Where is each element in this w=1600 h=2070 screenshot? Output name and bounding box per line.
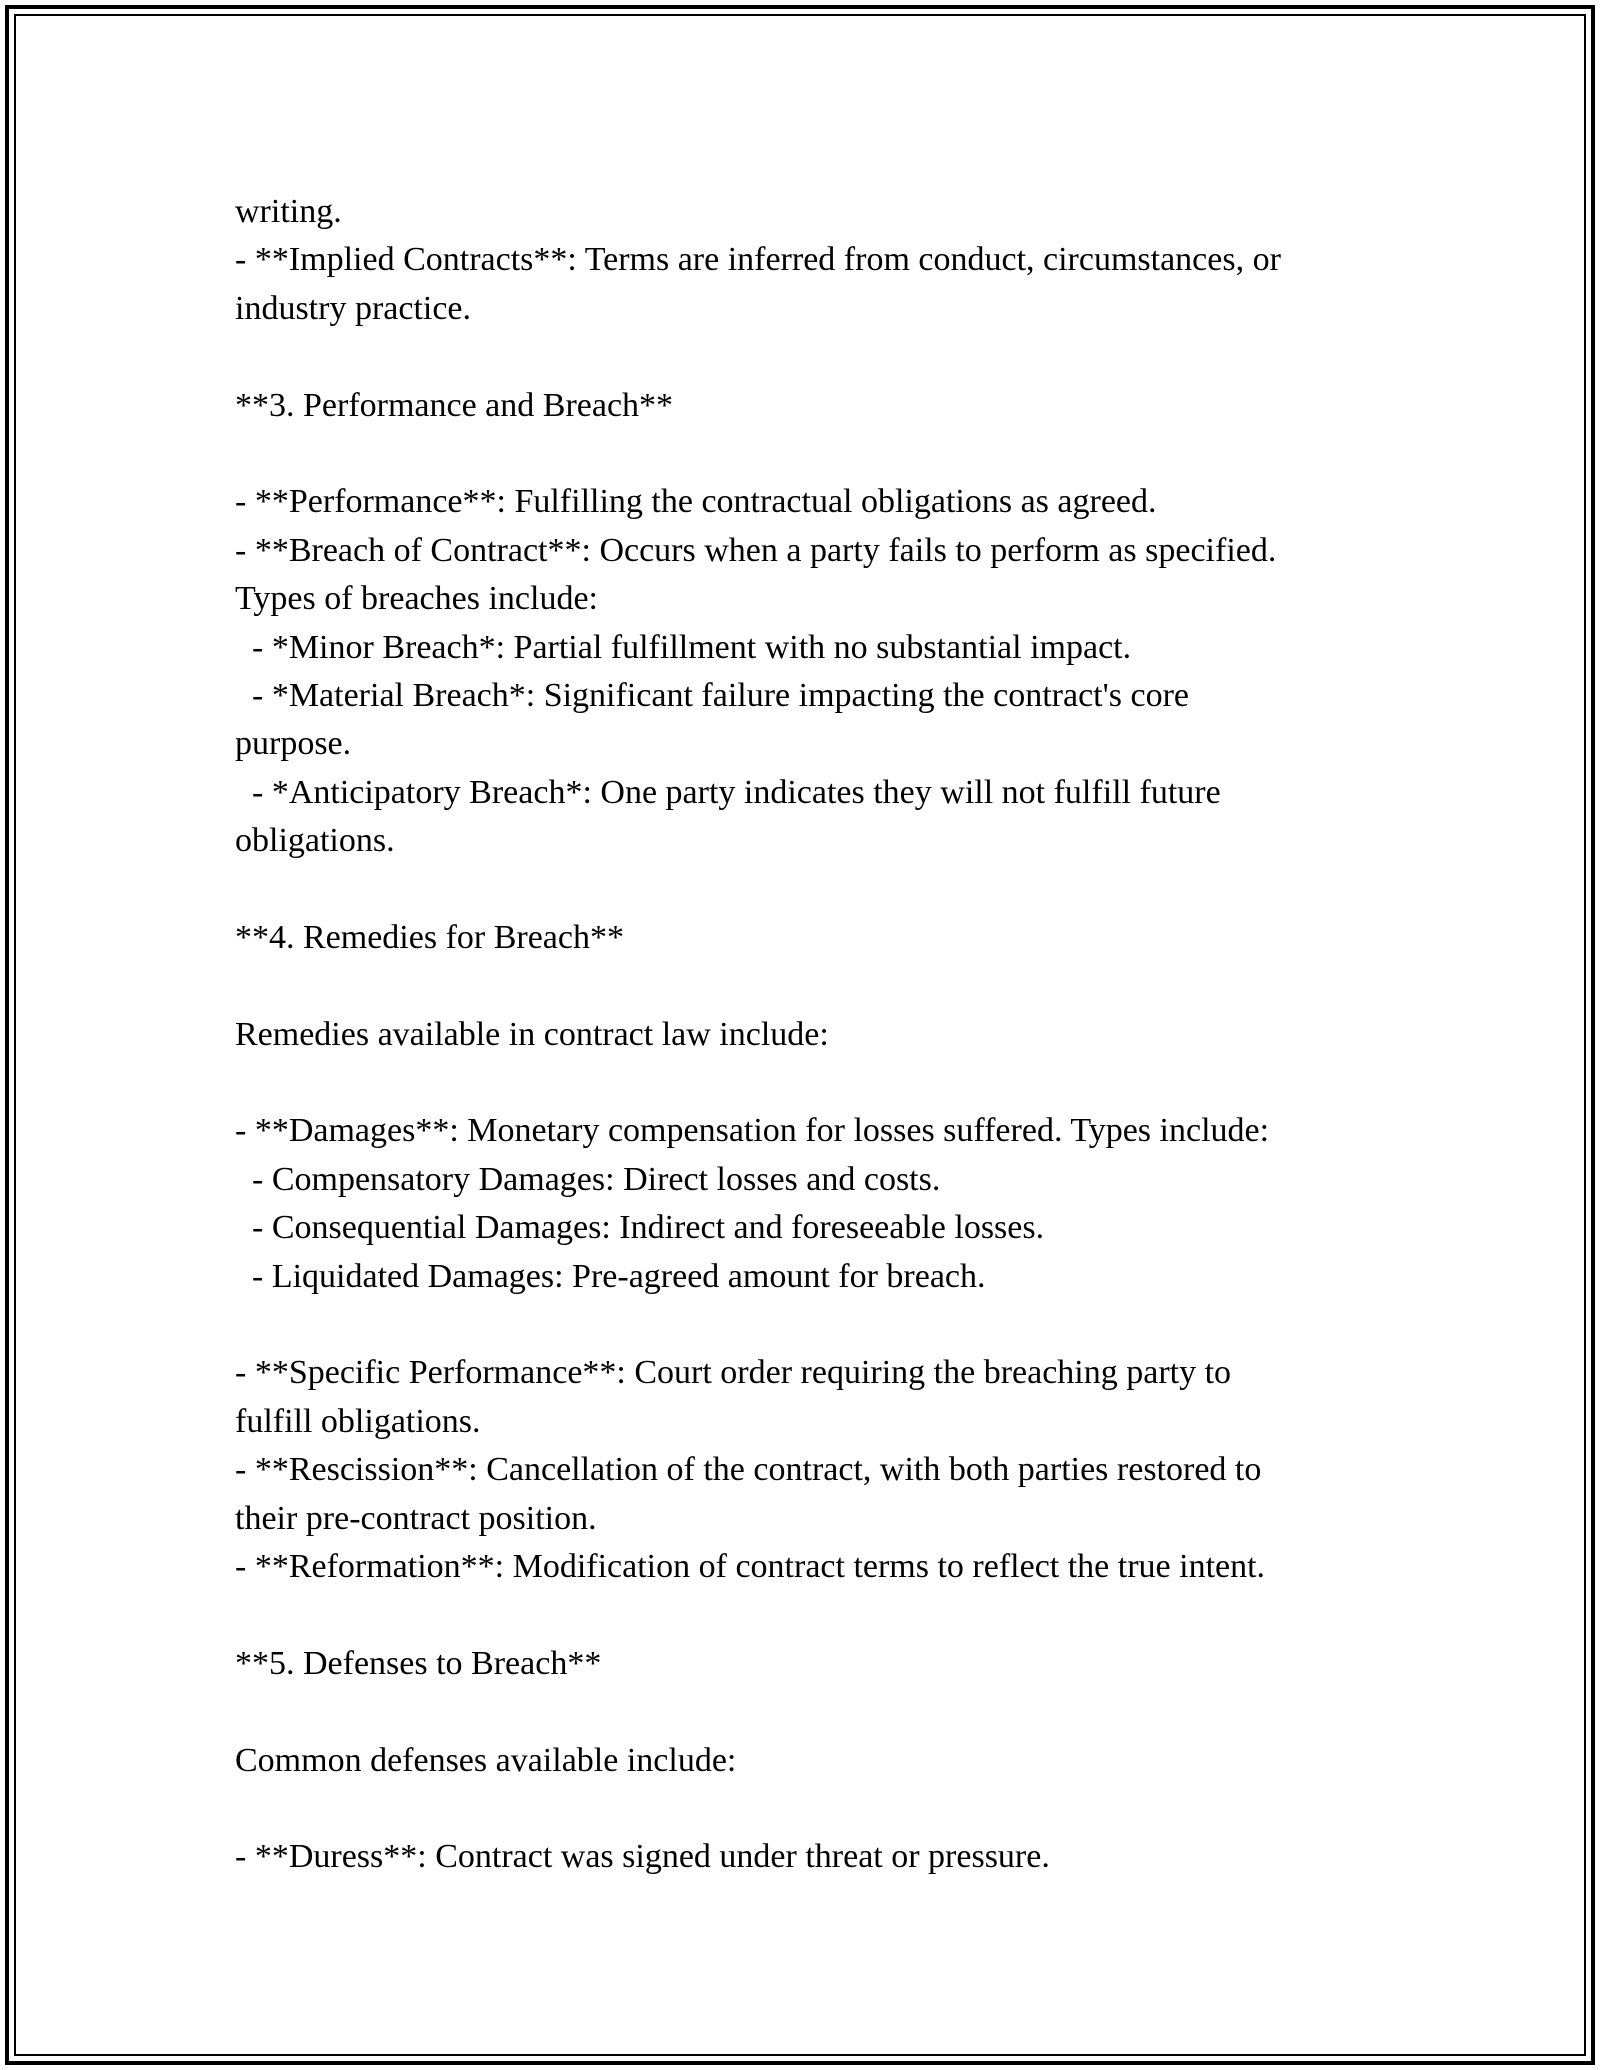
text-line: - **Specific Performance**: Court order requiring the breaching party to xyxy=(235,1354,1232,1392)
blank-line xyxy=(235,1688,1395,1736)
text-line: - *Anticipatory Breach*: One party indicates they will not fulfill future xyxy=(235,773,1221,811)
text-line: purpose. xyxy=(235,725,352,763)
blank-line xyxy=(235,430,1395,478)
text-line: industry practice. xyxy=(235,289,472,327)
text-line: writing. xyxy=(235,193,342,230)
blank-line xyxy=(235,1785,1395,1833)
text-line: - Compensatory Damages: Direct losses and costs. xyxy=(235,1160,941,1198)
blank-line xyxy=(235,333,1395,381)
text-line: - **Damages**: Monetary compensation for losses suffered. Types include: xyxy=(235,1112,1270,1150)
text-line: Remedies available in contract law include: xyxy=(235,1015,829,1053)
document-body xyxy=(235,188,1395,1882)
blank-line xyxy=(235,962,1395,1010)
text-line: Common defenses available include: xyxy=(235,1741,737,1779)
text-line: fulfill obligations. xyxy=(235,1402,481,1440)
text-line: - **Breach of Contract**: Occurs when a party fails to perform as specified. xyxy=(235,531,1277,569)
blank-line xyxy=(235,865,1395,913)
blank-line xyxy=(235,1059,1395,1107)
section-heading-4: **4. Remedies for Breach** xyxy=(235,918,624,956)
text-line: - Consequential Damages: Indirect and foreseeable losses. xyxy=(235,1209,1045,1247)
text-line: - *Minor Breach*: Partial fulfillment with no substantial impact. xyxy=(235,628,1132,666)
section-heading-3: **3. Performance and Breach** xyxy=(235,386,674,424)
text-line: - **Implied Contracts**: Terms are inferred from conduct, circumstances, or xyxy=(235,241,1281,279)
text-line: - **Reformation**: Modification of contract terms to reflect the true intent. xyxy=(235,1547,1266,1585)
text-line: their pre-contract position. xyxy=(235,1499,597,1537)
text-line: obligations. xyxy=(235,822,395,860)
blank-line xyxy=(235,1301,1395,1349)
section-heading-5: **5. Defenses to Breach** xyxy=(235,1644,602,1682)
text-line: Types of breaches include: xyxy=(235,580,598,618)
blank-line xyxy=(235,1591,1395,1639)
text-line: - *Material Breach*: Significant failure impacting the contract's core xyxy=(235,676,1189,714)
text-line: - Liquidated Damages: Pre-agreed amount for breach. xyxy=(235,1257,986,1295)
text-line: - **Rescission**: Cancellation of the contract, with both parties restored to xyxy=(235,1451,1262,1489)
text-line: - **Performance**: Fulfilling the contractual obligations as agreed. xyxy=(235,483,1157,521)
text-line: - **Duress**: Contract was signed under threat or pressure. xyxy=(235,1838,1050,1876)
